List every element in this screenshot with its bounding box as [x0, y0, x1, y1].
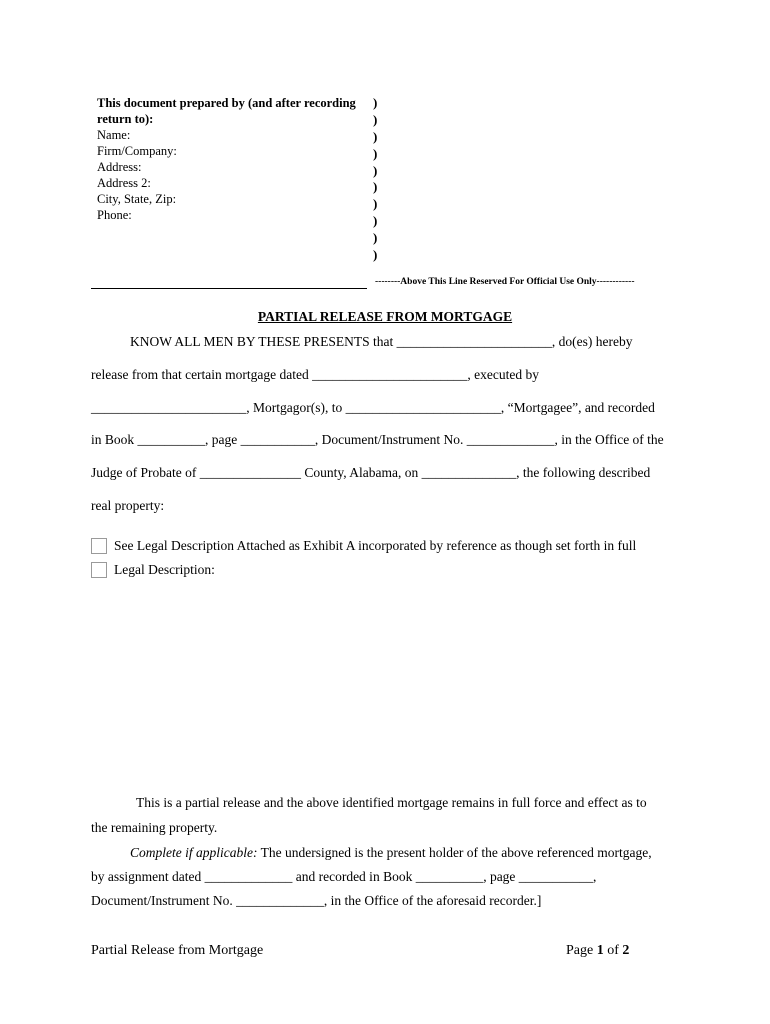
exhibit-a-label: See Legal Description Attached as Exhibit A incorporated by reference as though set forth in full [114, 538, 637, 553]
exhibit-a-checkbox[interactable] [91, 538, 107, 554]
paren: ) [373, 111, 378, 127]
body-line-3: _______________________, Mortgagor(s), to _______________________, “Mortgagee”, and recorded [91, 400, 655, 415]
paren: ) [373, 213, 378, 229]
complete-line-1-text: The undersigned is the present holder of the above referenced mortgage, [257, 845, 652, 860]
field-city-state-zip: City, State, Zip: [97, 192, 177, 206]
legal-description-checkbox[interactable] [91, 562, 107, 578]
page-label: Page [566, 943, 597, 958]
footer-page-number [566, 943, 629, 959]
field-name: Name: [97, 128, 131, 142]
document-title: PARTIAL RELEASE FROM MORTGAGE [257, 309, 513, 324]
paren: ) [373, 247, 378, 263]
complete-italic-label: Complete if applicable: [130, 845, 258, 860]
total-pages: 2 [622, 943, 630, 958]
body-line-2: release from that certain mortgage dated _______________________, executed by [91, 367, 539, 382]
paren: ) [373, 230, 378, 246]
field-address: Address: [97, 160, 142, 174]
complete-line-3: Document/Instrument No. _____________, in the Office of the aforesaid recorder.] [91, 893, 542, 908]
paren: ) [373, 128, 378, 144]
preparer-heading: This document prepared by (and after recording return to): [97, 96, 356, 126]
body-line-6: real property: [91, 498, 165, 513]
preparer-block [97, 95, 367, 223]
complete-line-2: by assignment dated _____________ and recorded in Book __________, page ___________, [91, 869, 597, 884]
legal-description-label: Legal Description: [114, 562, 215, 577]
field-phone: Phone: [97, 208, 132, 222]
paren: ) [373, 145, 378, 161]
paren: ) [373, 179, 378, 195]
complete-line-1 [130, 845, 652, 861]
paren: ) [373, 162, 378, 178]
partial-para-line-1: This is a partial release and the above identified mortgage remains in full force and effect as to [136, 795, 647, 810]
field-firm: Firm/Company: [97, 144, 177, 158]
reserved-line-text: --------Above This Line Reserved For Official Use Only------------ [375, 277, 635, 287]
body-line-5: Judge of Probate of _______________ County, Alabama, on ______________, the following described [91, 465, 651, 480]
preparer-underline [91, 288, 367, 289]
paren: ) [373, 196, 378, 212]
field-address2: Address 2: [97, 176, 151, 190]
current-page: 1 [596, 943, 604, 958]
footer-title: Partial Release from Mortgage [91, 943, 264, 958]
paren-column [373, 95, 377, 264]
body-line-1: KNOW ALL MEN BY THESE PRESENTS that _______________________, do(es) hereby [130, 334, 633, 349]
paren: ) [373, 95, 378, 110]
partial-para-line-2: the remaining property. [91, 820, 218, 835]
of-label: of [603, 943, 623, 958]
body-line-4: in Book __________, page ___________, Document/Instrument No. _____________, in the Office of the [91, 432, 664, 447]
